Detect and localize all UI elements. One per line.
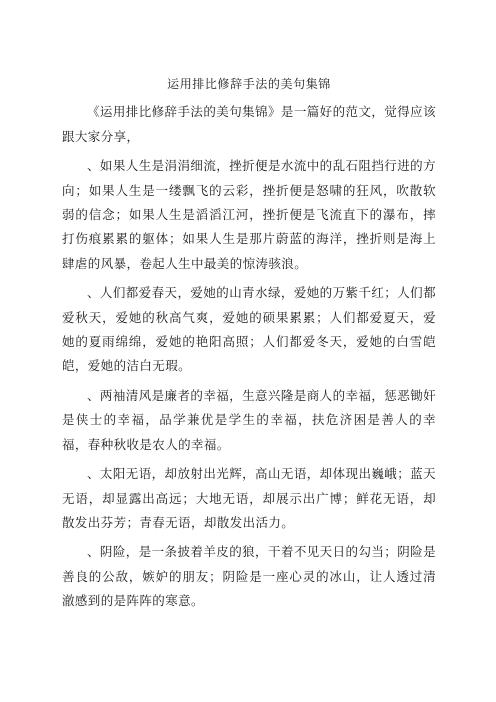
paragraph-happiness: 、两袖清风是廉者的幸福，生意兴隆是商人的幸福，惩恶锄奸是侠士的幸福，品学兼优是学生的幸福，扶危济困是善人的幸福，春种秋收是农人的幸福。	[62, 387, 436, 452]
paragraph-intro: 《运用排比修辞手法的美句集锦》是一篇好的范文，觉得应该跟大家分享，	[62, 104, 436, 144]
document-page	[62, 72, 436, 619]
paragraph-life-setbacks: 、如果人生是涓涓细流，挫折便是水流中的乱石阻挡行进的方向；如果人生是一缕飘飞的云彩，挫折便是怒啸的狂风，吹散软弱的信念；如果人生是滔滔江河，挫折便是飞流直下的瀑布，摔打伤痕累累的躯体；如果人生是那片蔚蓝的海洋，挫折则是海上肆虐的风暴，卷起人生中最美的惊涛骇浪。	[62, 158, 436, 271]
paragraph-silence: 、太阳无语，却放射出光辉，高山无语，却体现出巍峨；蓝天无语，却显露出高远；大地无语，却展示出广博；鲜花无语，却散发出芬芳；青春无语，却散发出活力。	[62, 466, 436, 530]
paragraph-sinister: 、阴险，是一条披着羊皮的狼，干着不见天日的勾当；阴险是善良的公敌，嫉妒的朋友；阴险是一座心灵的冰山，让人透过清澈感到的是阵阵的寒意。	[62, 544, 436, 609]
document-title: 运用排比修辞手法的美句集锦	[167, 77, 331, 91]
paragraph-seasons: 、人们都爱春天，爱她的山青水绿，爱她的万紫千红；人们都爱秋天，爱她的秋高气爽，爱她的硕果累累；人们都爱夏天，爱她的夏雨绵绵，爱她的艳阳高照；人们都爱冬天，爱她的白雪皑皑，爱她的洁白无瑕。	[62, 285, 436, 374]
